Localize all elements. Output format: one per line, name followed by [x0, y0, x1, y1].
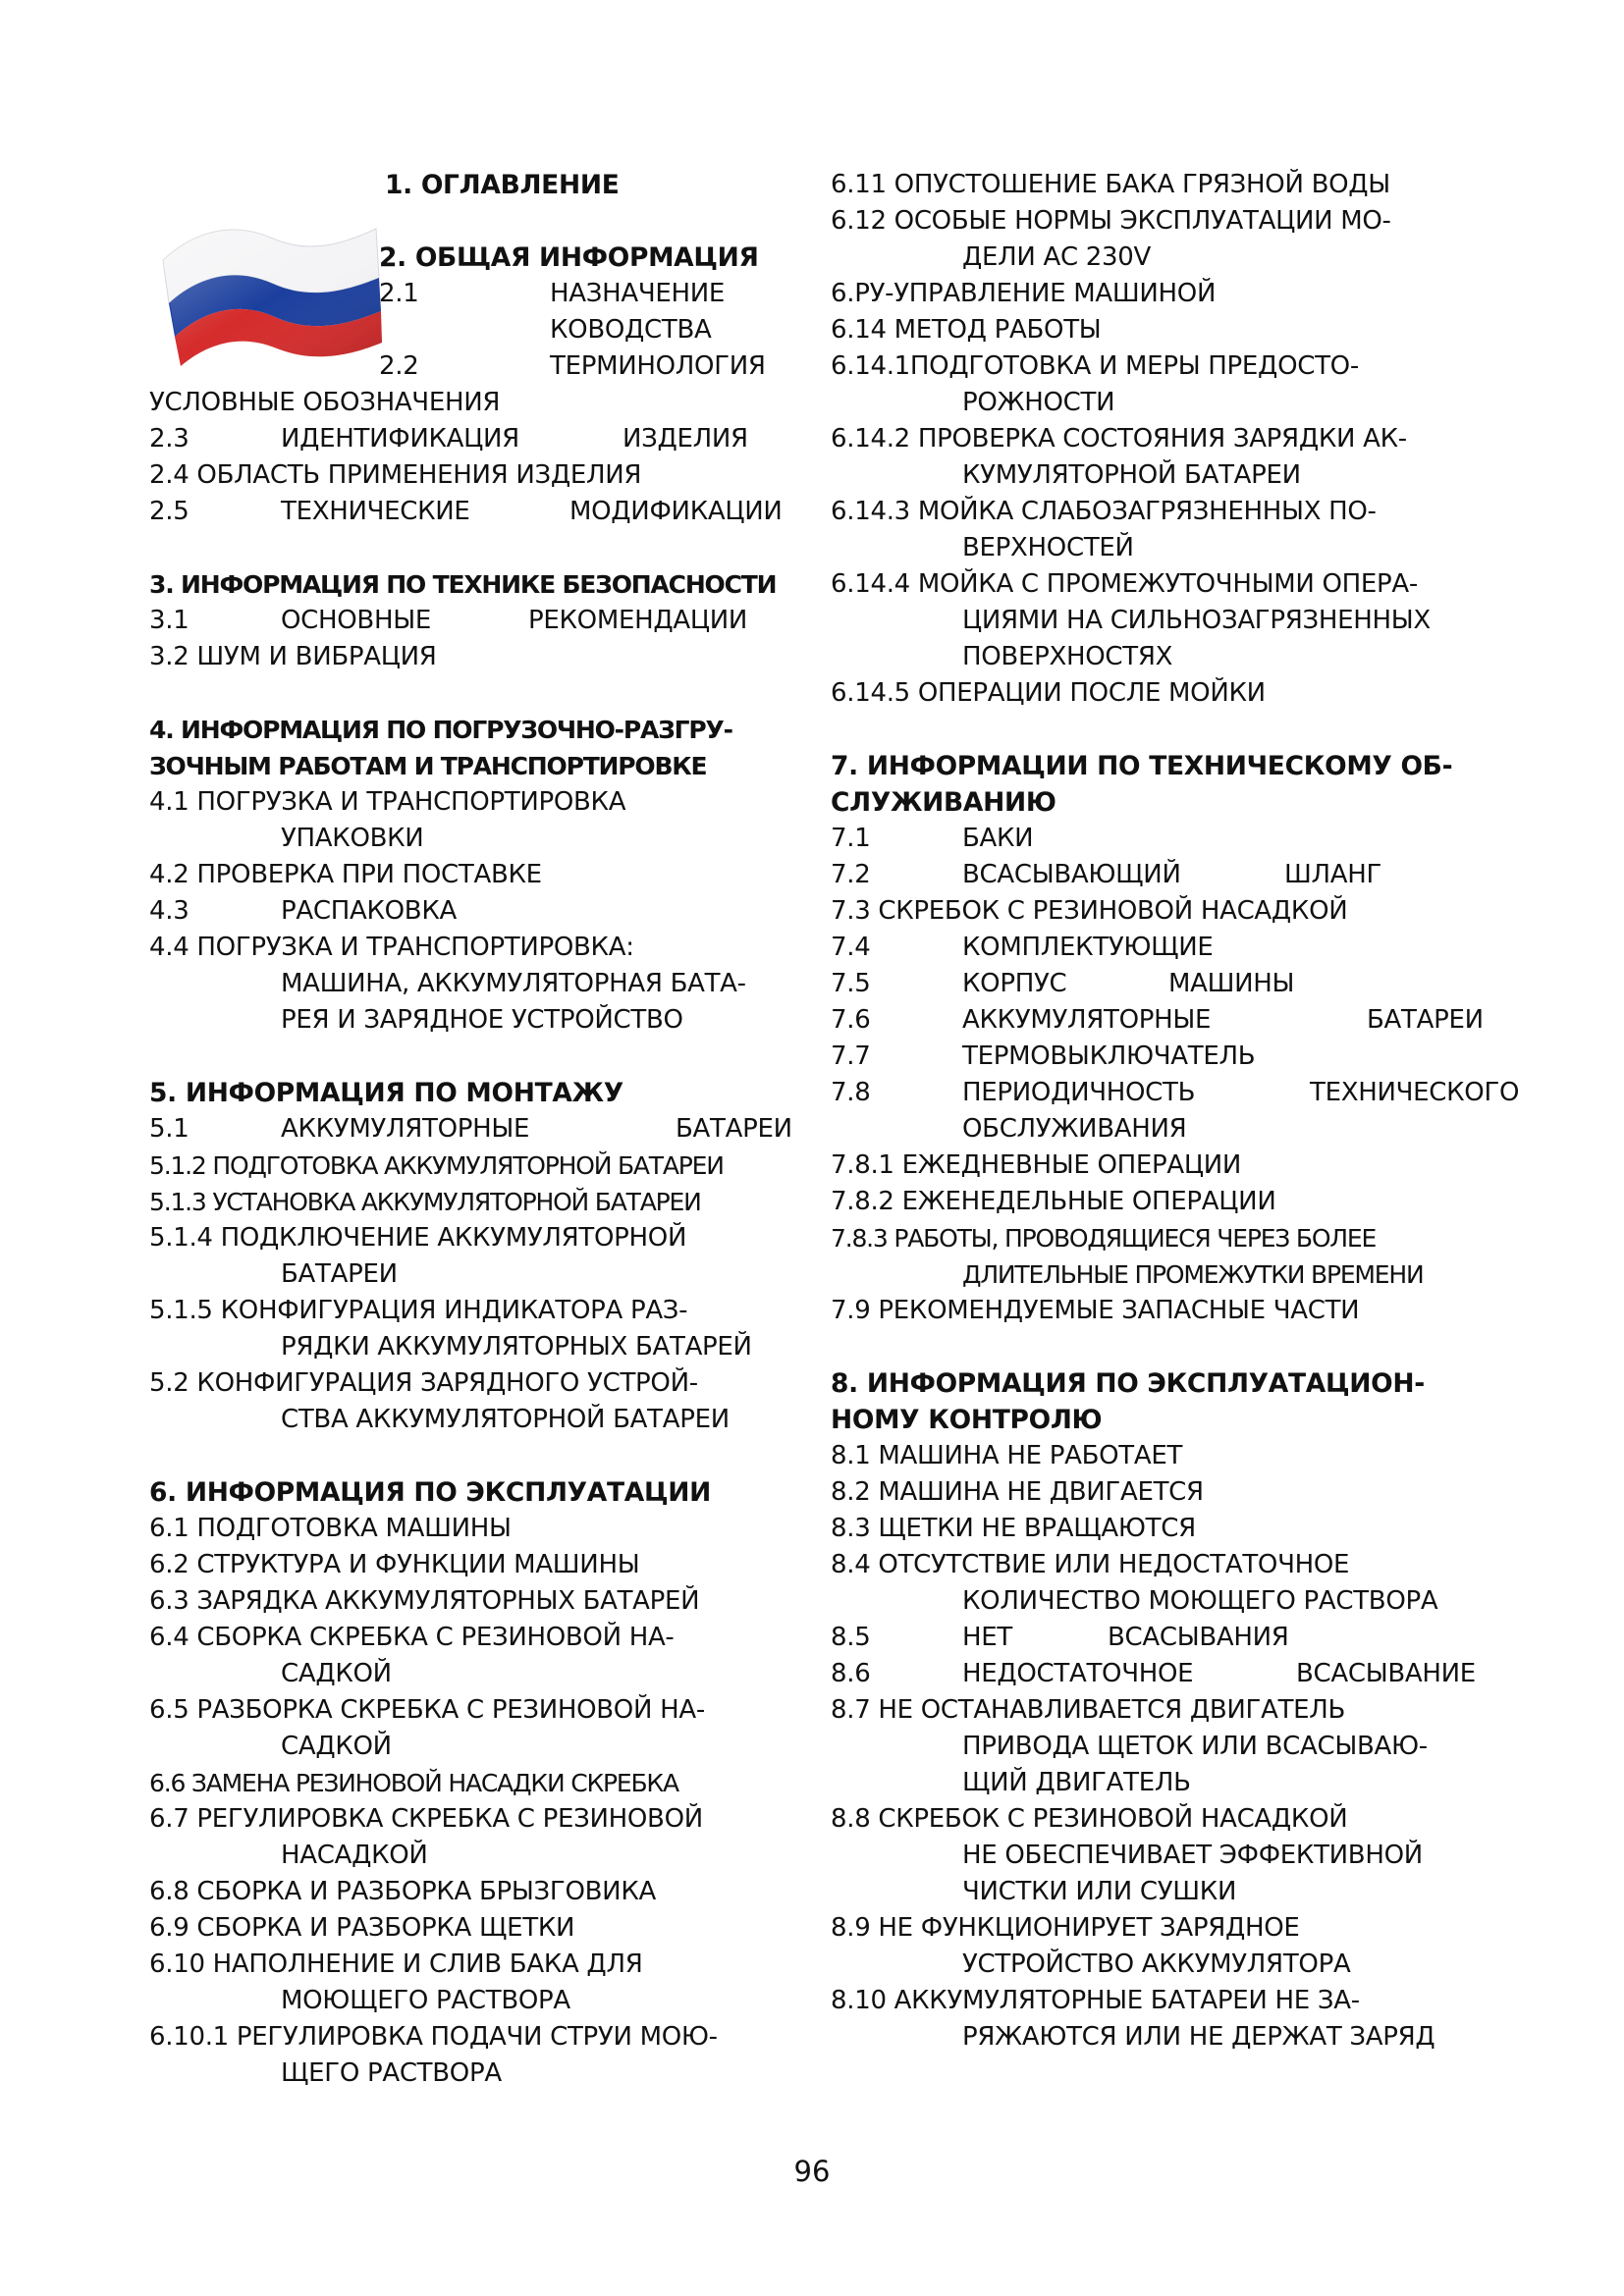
- toc-entry: [149, 1184, 802, 1220]
- toc-left-column: [149, 167, 802, 2092]
- toc-entry-text: 8.2 МАШИНА НЕ ДВИГАЕТСЯ: [831, 1477, 1204, 1507]
- toc-entry-text: 2. ОБЩАЯ ИНФОРМАЦИЯ: [379, 242, 759, 273]
- toc-entry: [149, 1365, 802, 1402]
- toc-entry-text: 3. ИНФОРМАЦИЯ ПО ТЕХНИКЕ БЕЗОПАСНОСТИ: [149, 570, 777, 599]
- toc-entry: [831, 1620, 1538, 1656]
- toc-entry-text: 6. ИНФОРМАЦИЯ ПО ЭКСПЛУАТАЦИИ: [149, 1477, 712, 1508]
- toc-entry-text: ВЕРХНОСТЕЙ: [962, 533, 1134, 562]
- toc-entry-text: 7.3 СКРЕБОК С РЕЗИНОВОЙ НАСАДКОЙ: [831, 896, 1348, 926]
- toc-entry: [831, 312, 1538, 348]
- toc-entry-text: 6.3 ЗАРЯДКА АККУМУЛЯТОРНЫХ БАТАРЕЙ: [149, 1586, 700, 1616]
- toc-entry-text: 2.4 ОБЛАСТЬ ПРИМЕНЕНИЯ ИЗДЕЛИЯ: [149, 460, 642, 490]
- toc-entry: [149, 1620, 802, 1656]
- toc-entry-text: 7.9 РЕКОМЕНДУЕМЫЕ ЗАПАСНЫЕ ЧАСТИ: [831, 1296, 1360, 1325]
- toc-entry-text: БАКИ: [962, 824, 1034, 853]
- toc-entry-text: ЧИСТКИ ИЛИ СУШКИ: [962, 1877, 1237, 1906]
- toc-entry: [149, 421, 802, 457]
- toc-entry-text: УСТРОЙСТВО АККУМУЛЯТОРА: [962, 1949, 1351, 1979]
- toc-section-heading: [831, 1365, 1538, 1402]
- toc-entry: [831, 893, 1538, 930]
- toc-entry: [831, 457, 1538, 494]
- toc-entry-text: МОЮЩЕГО РАСТВОРА: [281, 1986, 570, 2015]
- toc-entry-text: 6.РУ-УПРАВЛЕНИЕ МАШИНОЙ: [831, 279, 1217, 308]
- toc-entry: [149, 893, 802, 930]
- toc-entry-text: 6.6 ЗАМЕНА РЕЗИНОВОЙ НАСАДКИ СКРЕБКА: [149, 1769, 678, 1797]
- toc-entry-text: РЕЯ И ЗАРЯДНОЕ УСТРОЙСТВО: [281, 1005, 683, 1035]
- toc-entry: [149, 1729, 802, 1765]
- toc-entry-text: ЦИЯМИ НА СИЛЬНОЗАГРЯЗНЕННЫХ: [962, 606, 1431, 635]
- toc-entry: [149, 930, 802, 966]
- toc-entry: [831, 1511, 1538, 1547]
- toc-entry-text: 6.10.1 РЕГУЛИРОВКА ПОДАЧИ СТРУИ МОЮ-: [149, 2022, 718, 2052]
- toc-entry: [149, 1329, 802, 1365]
- toc-entry-text: 4. ИНФОРМАЦИЯ ПО ПОГРУЗОЧНО-РАЗГРУ-: [149, 716, 732, 744]
- toc-entry: [831, 1184, 1538, 1220]
- toc-entry: [831, 603, 1538, 639]
- toc-section-heading: [149, 712, 802, 748]
- toc-entry: [831, 276, 1538, 312]
- toc-entry-text: АККУМУЛЯТОРНЫЕ: [962, 1005, 1212, 1035]
- toc-entry: [149, 457, 802, 494]
- toc-entry-text: ВСАСЫВАНИЯ: [1108, 1623, 1289, 1652]
- toc-entry-text: 1. ОГЛАВЛЕНИЕ: [385, 170, 620, 200]
- toc-entry: [831, 1075, 1538, 1111]
- toc-entry: [831, 1983, 1538, 2019]
- toc-entry-text: 8.5: [831, 1623, 871, 1652]
- toc-entry-text: ВСАСЫВАЮЩИЙ: [962, 860, 1181, 889]
- toc-entry: [149, 603, 802, 639]
- toc-entry-text: СТВА АККУМУЛЯТОРНОЙ БАТАРЕИ: [281, 1405, 730, 1434]
- toc-entry-text: 8.10 АККУМУЛЯТОРНЫЕ БАТАРЕИ НЕ ЗА-: [831, 1986, 1360, 2015]
- toc-entry-text: РОЖНОСТИ: [962, 388, 1115, 417]
- toc-entry: [831, 1656, 1538, 1692]
- toc-entry: [831, 1293, 1538, 1329]
- toc-entry: [831, 421, 1538, 457]
- toc-entry-text: 6.14.3 МОЙКА СЛАБОЗАГРЯЗНЕННЫХ ПО-: [831, 497, 1377, 526]
- toc-entry: [831, 1801, 1538, 1838]
- toc-entry: [149, 312, 802, 348]
- toc-entry: [149, 276, 802, 312]
- toc-entry-text: 7.4: [831, 933, 871, 962]
- toc-entry: [831, 1474, 1538, 1511]
- toc-entry-text: 8.9 НЕ ФУНКЦИОНИРУЕТ ЗАРЯДНОЕ: [831, 1913, 1300, 1943]
- toc-entry-text: РЕКОМЕНДАЦИИ: [528, 606, 748, 635]
- toc-entry: [831, 494, 1538, 530]
- toc-entry: [149, 1293, 802, 1329]
- toc-entry-text: 7.5: [831, 969, 871, 998]
- toc-entry-text: 6.9 СБОРКА И РАЗБОРКА ЩЕТКИ: [149, 1913, 575, 1943]
- toc-entry-text: 5. ИНФОРМАЦИЯ ПО МОНТАЖУ: [149, 1078, 623, 1108]
- toc-entry-text: НЕ ОБЕСПЕЧИВАЕТ ЭФФЕКТИВНОЙ: [962, 1841, 1423, 1870]
- toc-entry-text: 7.8.2 ЕЖЕНЕДЕЛЬНЫЕ ОПЕРАЦИИ: [831, 1187, 1276, 1216]
- toc-entry: [831, 2019, 1538, 2056]
- toc-entry-text: 5.1.4 ПОДКЛЮЧЕНИЕ АККУМУЛЯТОРНОЙ: [149, 1223, 687, 1253]
- toc-entry: [831, 203, 1538, 240]
- toc-entry: [149, 1874, 802, 1910]
- toc-entry-text: КУМУЛЯТОРНОЙ БАТАРЕИ: [962, 460, 1301, 490]
- toc-entry-text: УСЛОВНЫЕ ОБОЗНАЧЕНИЯ: [149, 388, 501, 417]
- toc-entry-text: ИЗДЕЛИЯ: [623, 424, 748, 454]
- toc-entry-text: РЯЖАЮТСЯ ИЛИ НЕ ДЕРЖАТ ЗАРЯД: [962, 2022, 1435, 2052]
- toc-entry: [149, 639, 802, 675]
- toc-entry: [831, 167, 1538, 203]
- toc-entry-text: 7.8.1 ЕЖЕДНЕВНЫЕ ОПЕРАЦИИ: [831, 1150, 1242, 1180]
- toc-entry-text: 6.14.1ПОДГОТОВКА И МЕРЫ ПРЕДОСТО-: [831, 351, 1359, 381]
- toc-entry: [831, 385, 1538, 421]
- toc-entry-text: БАТАРЕИ: [1367, 1005, 1484, 1035]
- toc-entry: [149, 348, 802, 385]
- toc-entry-text: 6.12 ОСОБЫЕ НОРМЫ ЭКСПЛУАТАЦИИ МО-: [831, 206, 1391, 236]
- toc-section-heading: [149, 240, 802, 276]
- toc-entry-text: 4.4 ПОГРУЗКА И ТРАНСПОРТИРОВКА:: [149, 933, 634, 962]
- toc-entry: [149, 821, 802, 857]
- toc-entry-text: 6.2 СТРУКТУРА И ФУНКЦИИ МАШИНЫ: [149, 1550, 640, 1579]
- toc-entry-text: БАТАРЕИ: [676, 1114, 792, 1144]
- toc-entry: [149, 1148, 802, 1184]
- toc-entry-text: 8. ИНФОРМАЦИЯ ПО ЭКСПЛУАТАЦИОН-: [831, 1368, 1425, 1399]
- toc-entry-text: 3.2 ШУМ И ВИБРАЦИЯ: [149, 642, 437, 671]
- toc-entry-text: 6.7 РЕГУЛИРОВКА СКРЕБКА С РЕЗИНОВОЙ: [149, 1804, 703, 1834]
- toc-entry-text: СЛУЖИВАНИЮ: [831, 787, 1056, 818]
- toc-entry-text: ОСНОВНЫЕ: [281, 606, 431, 635]
- toc-section-heading: [831, 748, 1538, 784]
- toc-entry: [831, 1002, 1538, 1039]
- toc-entry-text: АККУМУЛЯТОРНЫЕ: [281, 1114, 530, 1144]
- toc-entry: [831, 1039, 1538, 1075]
- toc-entry-text: 5.1: [149, 1114, 189, 1144]
- toc-entry-text: НАСАДКОЙ: [281, 1841, 428, 1870]
- toc-entry: [831, 821, 1538, 857]
- toc-entry-text: 4.3: [149, 896, 189, 926]
- toc-entry: [831, 966, 1538, 1002]
- toc-entry-text: 8.7 НЕ ОСТАНАВЛИВАЕТСЯ ДВИГАТЕЛЬ: [831, 1695, 1346, 1725]
- toc-entry-text: БАТАРЕИ: [281, 1259, 398, 1289]
- toc-entry-text: 2.2: [379, 351, 419, 381]
- toc-entry-text: 8.3 ЩЕТКИ НЕ ВРАЩАЮТСЯ: [831, 1514, 1196, 1543]
- toc-entry-text: 6.14.4 МОЙКА С ПРОМЕЖУТОЧНЫМИ ОПЕРА-: [831, 569, 1418, 599]
- toc-entry-text: ШЛАНГ: [1284, 860, 1382, 889]
- toc-entry-text: 6.1 ПОДГОТОВКА МАШИНЫ: [149, 1514, 512, 1543]
- toc-entry-text: 4.2 ПРОВЕРКА ПРИ ПОСТАВКЕ: [149, 860, 542, 889]
- toc-entry-text: 7.8.3 РАБОТЫ, ПРОВОДЯЩИЕСЯ ЧЕРЕЗ БОЛЕЕ: [831, 1224, 1377, 1253]
- toc-entry-text: 7.7: [831, 1041, 871, 1071]
- toc-entry: [831, 1910, 1538, 1947]
- toc-entry: [149, 1910, 802, 1947]
- toc-entry-text: НЕТ: [962, 1623, 1012, 1652]
- toc-entry: [149, 1256, 802, 1293]
- toc-entry: [831, 1729, 1538, 1765]
- page-number: 96: [793, 2155, 831, 2188]
- toc-entry-text: КОВОДСТВА: [550, 315, 712, 345]
- toc-entry-text: 5.1.3 УСТАНОВКА АККУМУЛЯТОРНОЙ БАТАРЕИ: [149, 1188, 701, 1216]
- toc-entry-text: 6.11 ОПУСТОШЕНИЕ БАКА ГРЯЗНОЙ ВОДЫ: [831, 170, 1390, 199]
- toc-entry-text: 6.14.2 ПРОВЕРКА СОСТОЯНИЯ ЗАРЯДКИ АК-: [831, 424, 1407, 454]
- toc-entry-text: НОМУ КОНТРОЛЮ: [831, 1405, 1103, 1435]
- toc-entry-text: ЩЕГО РАСТВОРА: [281, 2058, 502, 2088]
- toc-entry: [831, 1947, 1538, 1983]
- toc-entry-text: ПРИВОДА ЩЕТОК ИЛИ ВСАСЫВАЮ-: [962, 1732, 1428, 1761]
- toc-section-heading: [831, 1402, 1538, 1438]
- toc-section-heading: [149, 566, 802, 603]
- toc-entry: [831, 1256, 1538, 1293]
- toc-spacer: [149, 530, 802, 566]
- toc-entry-text: УПАКОВКИ: [281, 824, 424, 853]
- toc-entry: [149, 784, 802, 821]
- toc-entry-text: 3.1: [149, 606, 189, 635]
- toc-entry: [149, 1765, 802, 1801]
- toc-entry-text: 7. ИНФОРМАЦИИ ПО ТЕХНИЧЕСКОМУ ОБ-: [831, 751, 1453, 781]
- toc-entry: [831, 1111, 1538, 1148]
- toc-entry: [149, 1002, 802, 1039]
- toc-entry-text: ПЕРИОДИЧНОСТЬ: [962, 1078, 1196, 1107]
- toc-entry-text: 6.10 НАПОЛНЕНИЕ И СЛИВ БАКА ДЛЯ: [149, 1949, 643, 1979]
- toc-entry-text: 8.6: [831, 1659, 871, 1688]
- toc-entry-text: ЗОЧНЫМ РАБОТАМ И ТРАНСПОРТИРОВКЕ: [149, 752, 707, 780]
- toc-section-heading: [149, 748, 802, 784]
- toc-entry: [149, 1583, 802, 1620]
- toc-entry: [149, 1838, 802, 1874]
- toc-entry-text: 2.1: [379, 279, 419, 308]
- toc-entry-text: КОРПУС: [962, 969, 1067, 998]
- toc-entry: [149, 1801, 802, 1838]
- toc-entry-text: 2.3: [149, 424, 189, 454]
- toc-entry-text: ТЕРМИНОЛОГИЯ: [550, 351, 766, 381]
- toc-entry-text: САДКОЙ: [281, 1659, 392, 1688]
- toc-section-heading: [149, 1474, 802, 1511]
- toc-entry: [831, 1438, 1538, 1474]
- toc-entry: [149, 1111, 802, 1148]
- toc-spacer: [149, 1438, 802, 1474]
- toc-entry: [149, 494, 802, 530]
- toc-spacer: [149, 675, 802, 712]
- toc-entry-text: ИДЕНТИФИКАЦИЯ: [281, 424, 519, 454]
- toc-section-heading: [149, 1075, 802, 1111]
- toc-entry: [831, 1838, 1538, 1874]
- toc-entry: [149, 1511, 802, 1547]
- toc-entry: [149, 1402, 802, 1438]
- toc-entry-text: 6.14 МЕТОД РАБОТЫ: [831, 315, 1102, 345]
- toc-entry-text: НАЗНАЧЕНИЕ: [550, 279, 726, 308]
- toc-entry: [831, 530, 1538, 566]
- toc-entry: [149, 966, 802, 1002]
- toc-entry: [831, 240, 1538, 276]
- toc-entry: [831, 675, 1538, 712]
- toc-entry: [831, 1220, 1538, 1256]
- toc-entry-text: 7.8: [831, 1078, 871, 1107]
- toc-entry-text: 7.1: [831, 824, 871, 853]
- toc-entry-text: САДКОЙ: [281, 1732, 392, 1761]
- toc-spacer: [149, 1039, 802, 1075]
- toc-entry-text: 5.1.2 ПОДГОТОВКА АККУМУЛЯТОРНОЙ БАТАРЕИ: [149, 1151, 724, 1180]
- toc-entry: [149, 1983, 802, 2019]
- toc-entry-text: РАСПАКОВКА: [281, 896, 457, 926]
- toc-entry-text: 8.1 МАШИНА НЕ РАБОТАЕТ: [831, 1441, 1183, 1470]
- toc-entry: [831, 1547, 1538, 1583]
- toc-entry-text: ВСАСЫВАНИЕ: [1296, 1659, 1476, 1688]
- toc-entry-text: 5.2 КОНФИГУРАЦИЯ ЗАРЯДНОГО УСТРОЙ-: [149, 1368, 698, 1398]
- toc-entry-text: КОМПЛЕКТУЮЩИЕ: [962, 933, 1214, 962]
- toc-right-column: [831, 167, 1538, 2056]
- toc-entry: [831, 1148, 1538, 1184]
- toc-entry: [831, 1692, 1538, 1729]
- toc-entry-text: 6.8 СБОРКА И РАЗБОРКА БРЫЗГОВИКА: [149, 1877, 656, 1906]
- toc-entry-text: ПОВЕРХНОСТЯХ: [962, 642, 1173, 671]
- toc-entry-text: 8.4 ОТСУТСТВИЕ ИЛИ НЕДОСТАТОЧНОЕ: [831, 1550, 1350, 1579]
- toc-entry: [149, 1220, 802, 1256]
- toc-entry-text: МАШИНА, АККУМУЛЯТОРНАЯ БАТА-: [281, 969, 746, 998]
- toc-entry-text: 7.6: [831, 1005, 871, 1035]
- toc-entry: [831, 930, 1538, 966]
- toc-entry: [831, 639, 1538, 675]
- toc-entry: [831, 1583, 1538, 1620]
- toc-spacer: [831, 712, 1538, 748]
- toc-entry-text: 6.14.5 ОПЕРАЦИИ ПОСЛЕ МОЙКИ: [831, 678, 1266, 708]
- toc-entry: [831, 348, 1538, 385]
- toc-entry-text: КОЛИЧЕСТВО МОЮЩЕГО РАСТВОРА: [962, 1586, 1438, 1616]
- toc-entry: [149, 1947, 802, 1983]
- toc-entry: [149, 2019, 802, 2056]
- toc-entry-text: 6.4 СБОРКА СКРЕБКА С РЕЗИНОВОЙ НА-: [149, 1623, 675, 1652]
- toc-spacer: [831, 1329, 1538, 1365]
- toc-entry-text: ТЕХНИЧЕСКИЕ: [281, 497, 470, 526]
- toc-entry-text: 4.1 ПОГРУЗКА И ТРАНСПОРТИРОВКА: [149, 787, 626, 817]
- toc-entry-text: 5.1.5 КОНФИГУРАЦИЯ ИНДИКАТОРА РАЗ-: [149, 1296, 688, 1325]
- toc-entry: [831, 1765, 1538, 1801]
- toc-spacer: [149, 203, 802, 240]
- toc-entry: [149, 385, 802, 421]
- toc-entry-text: 2.5: [149, 497, 189, 526]
- toc-entry-text: 8.8 СКРЕБОК С РЕЗИНОВОЙ НАСАДКОЙ: [831, 1804, 1348, 1834]
- toc-entry: [149, 2056, 802, 2092]
- toc-entry: [149, 857, 802, 893]
- toc-entry-text: ЩИЙ ДВИГАТЕЛЬ: [962, 1768, 1191, 1797]
- toc-entry-text: ДЕЛИ АС 230V: [962, 242, 1152, 272]
- toc-entry-text: МОДИФИКАЦИИ: [569, 497, 783, 526]
- toc-entry-text: РЯДКИ АККУМУЛЯТОРНЫХ БАТАРЕЙ: [281, 1332, 752, 1362]
- toc-entry-text: НЕДОСТАТОЧНОЕ: [962, 1659, 1194, 1688]
- toc-section-heading: [149, 167, 802, 203]
- toc-entry-text: 7.2: [831, 860, 871, 889]
- toc-entry: [149, 1547, 802, 1583]
- toc-section-heading: [831, 784, 1538, 821]
- toc-entry-text: ТЕРМОВЫКЛЮЧАТЕЛЬ: [962, 1041, 1256, 1071]
- toc-entry: [831, 1874, 1538, 1910]
- toc-entry: [149, 1656, 802, 1692]
- toc-entry-text: ОБСЛУЖИВАНИЯ: [962, 1114, 1187, 1144]
- toc-entry-text: ТЕХНИЧЕСКОГО: [1310, 1078, 1520, 1107]
- toc-entry: [831, 857, 1538, 893]
- toc-entry: [831, 566, 1538, 603]
- toc-entry: [149, 1692, 802, 1729]
- toc-entry-text: ДЛИТЕЛЬНЫЕ ПРОМЕЖУТКИ ВРЕМЕНИ: [962, 1260, 1424, 1289]
- toc-entry-text: МАШИНЫ: [1168, 969, 1295, 998]
- toc-entry-text: 6.5 РАЗБОРКА СКРЕБКА С РЕЗИНОВОЙ НА-: [149, 1695, 705, 1725]
